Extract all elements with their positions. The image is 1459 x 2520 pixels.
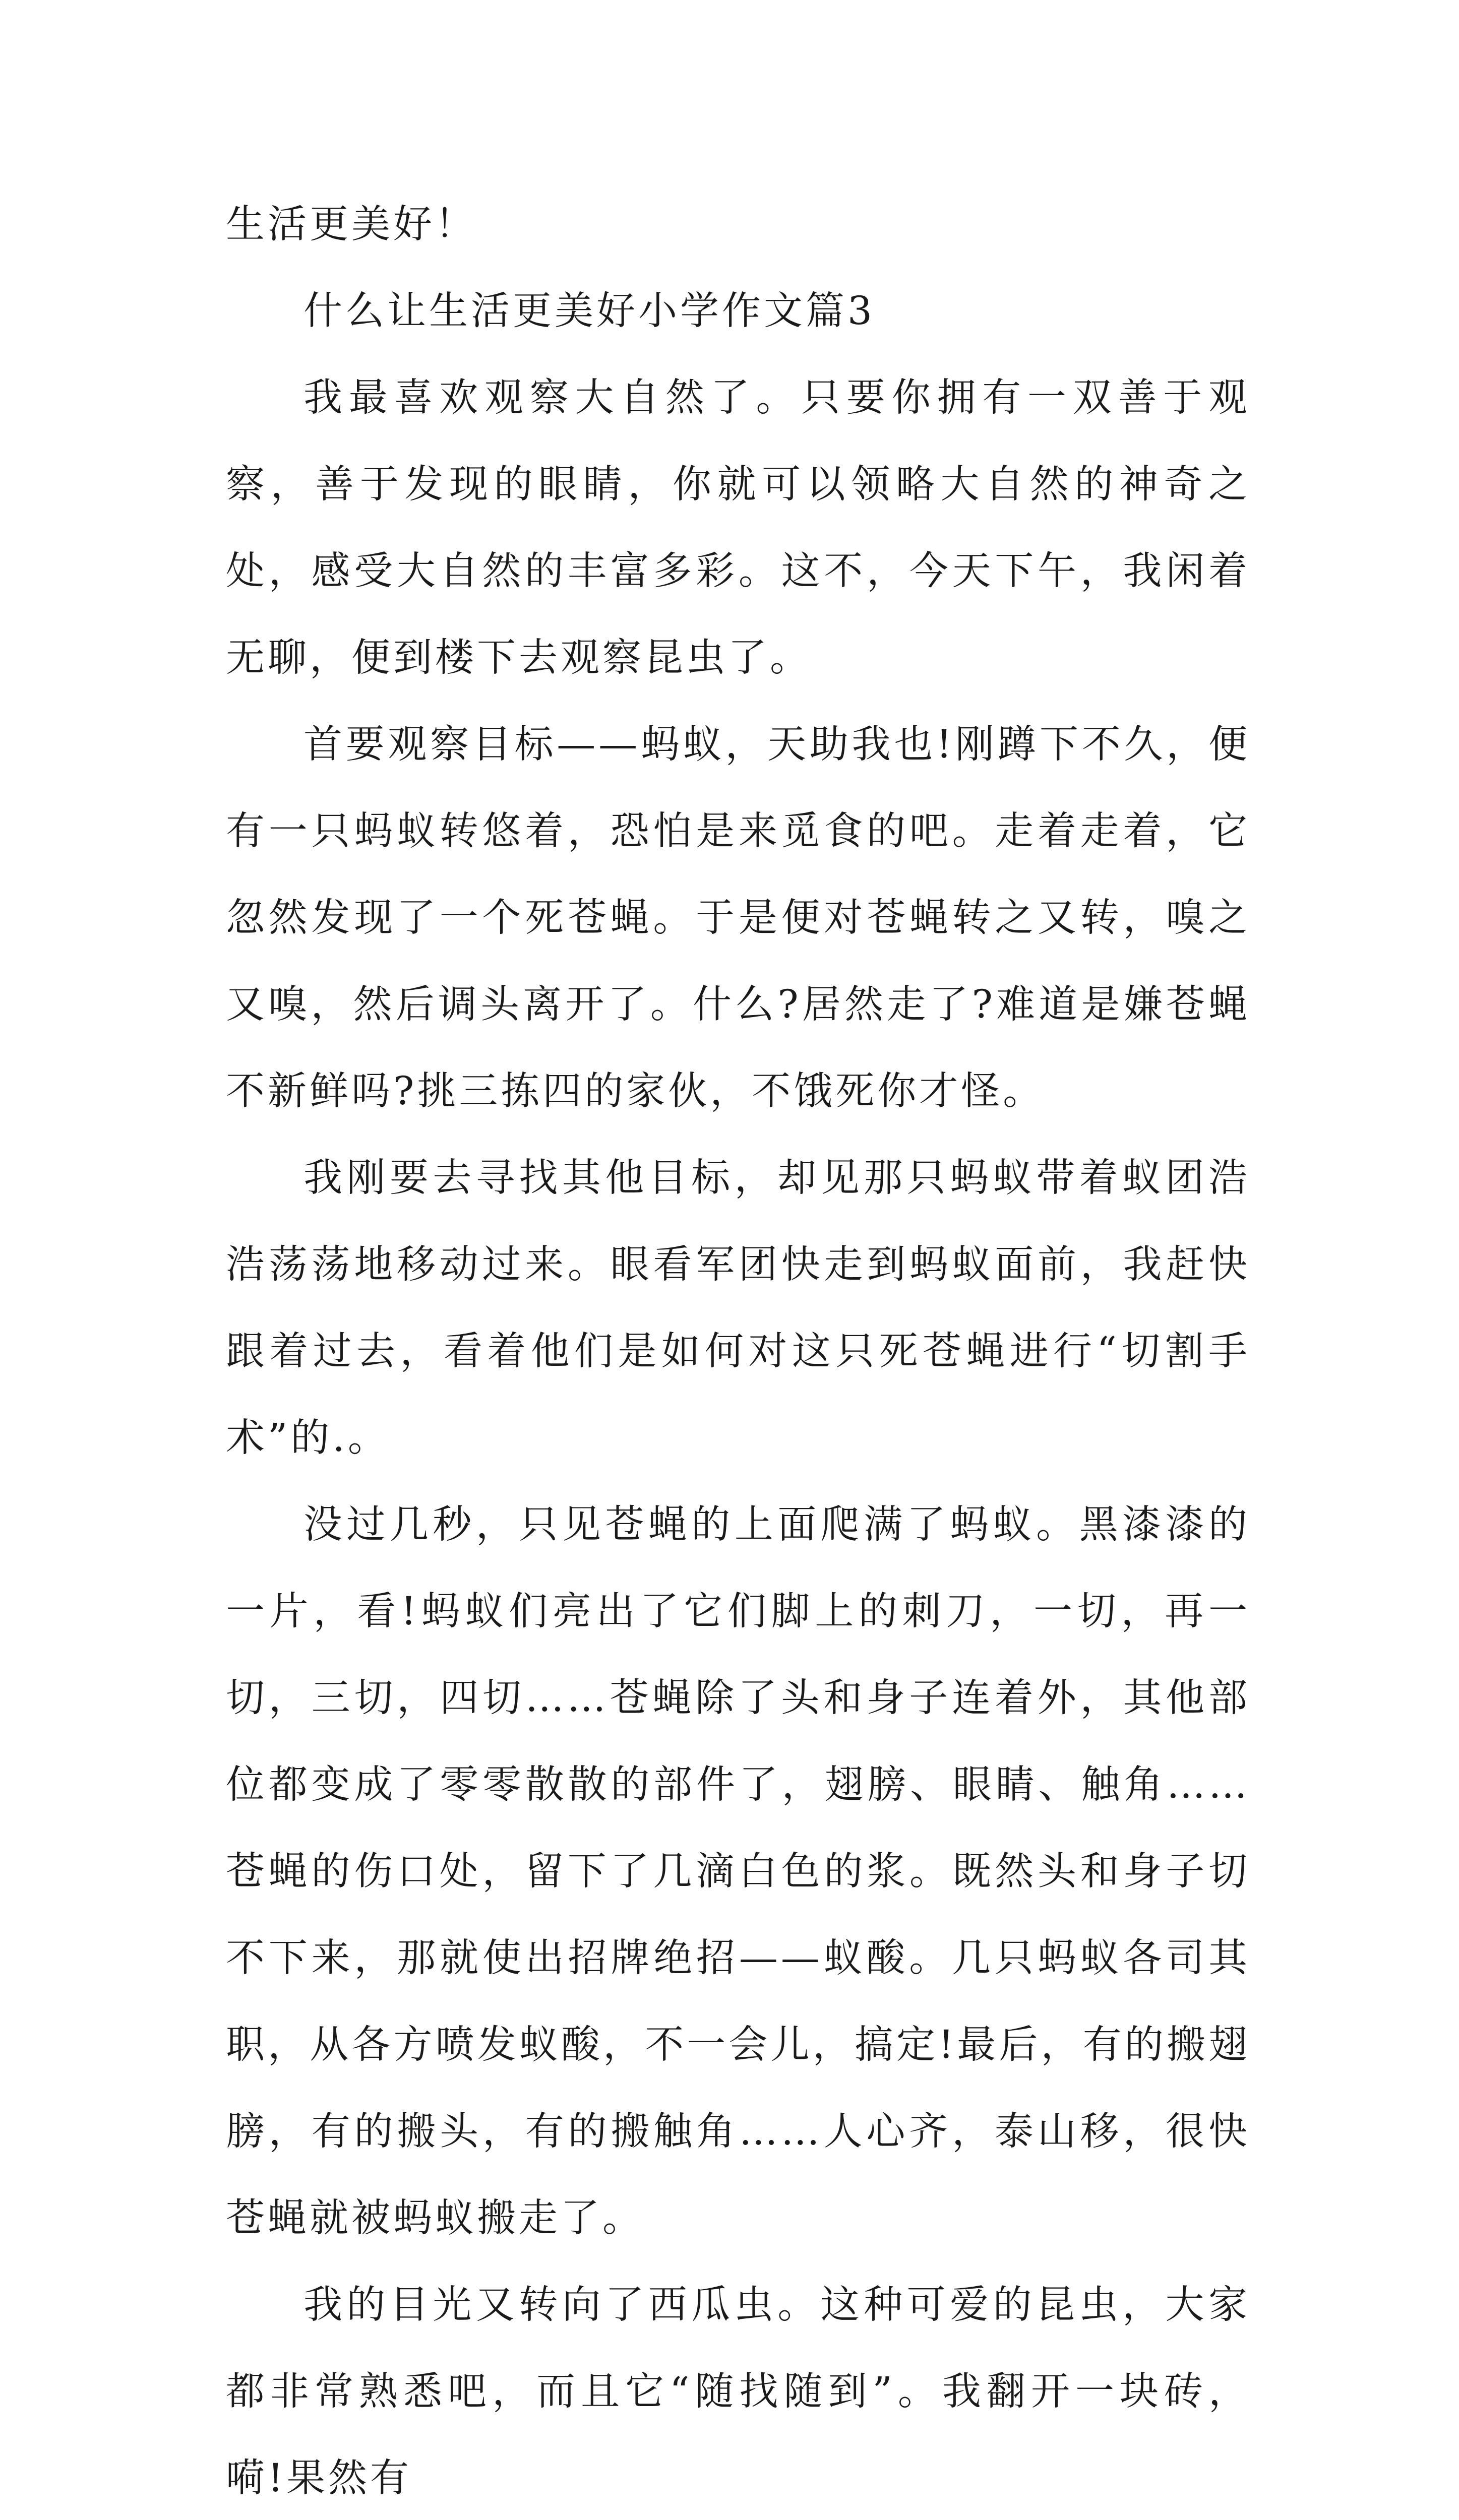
body-text xyxy=(226,181,1250,2520)
section-heading: 什么让生活更美好小学作文篇3 xyxy=(303,289,875,334)
paragraph-intro: 我最喜欢观察大自然了。只要你拥有一双善于观察，善于发现的眼睛，你就可以领略大自然的神奇之处，感受大自然的丰富多彩。这不，今天下午，我闲着无聊，便到楼下去观察昆虫了。 xyxy=(226,375,1250,680)
paragraph-closing-line: 生活更美好！ xyxy=(226,202,477,247)
paragraph-pill-bug: 我的目光又转向了西瓜虫。这种可爱的昆虫，大家都非常熟悉吧，而且它“随找随到”。我翻开一块砖，嗬!果然有 xyxy=(226,2283,1250,2501)
paragraph-ant-army: 我刚要去寻找其他目标，却见那只蚂蚁带着蚁团浩浩荡荡地移动过来。眼看军团快走到蚂蚁面前，我赶快跟着过去，看着他们是如何对这只死苍蝇进行“切割手术”的.。 xyxy=(226,1156,1250,1461)
paragraph-ant-observation: 首要观察目标——蚂蚁，天助我也!刚蹲下不久，便有一只蚂蚁转悠着，恐怕是来觅食的吧。走着走着，它忽然发现了一个死苍蝇。于是便对苍蝇转之又转，嗅之又嗅，然后调头离开了。什么?居然走了?难道是嫌苍蝇不新鲜吗?挑三拣四的家伙，不饿死你才怪。 xyxy=(226,722,1250,1114)
paragraph-ant-surgery: 没过几秒，只见苍蝇的上面爬满了蚂蚁。黑漆漆的一片，看!蚂蚁们亮出了它们脚上的刺刀，一切，再一切，三切，四切……苍蝇除了头和身子连着外，其他部位都变成了零零散散的部件了，翅膀、眼睛、触角……苍蝇的伤口处，留下了几滴白色的浆。既然头和身子切不下来，那就使出招牌绝招——蚁酸。几只蚂蚁各司其职，从各方喷发蚁酸，不一会儿，搞定!最后，有的搬翅膀，有的搬头，有的搬触角……人心齐，泰山移，很快苍蝇就被蚂蚁搬走了。 xyxy=(226,1502,1250,2241)
